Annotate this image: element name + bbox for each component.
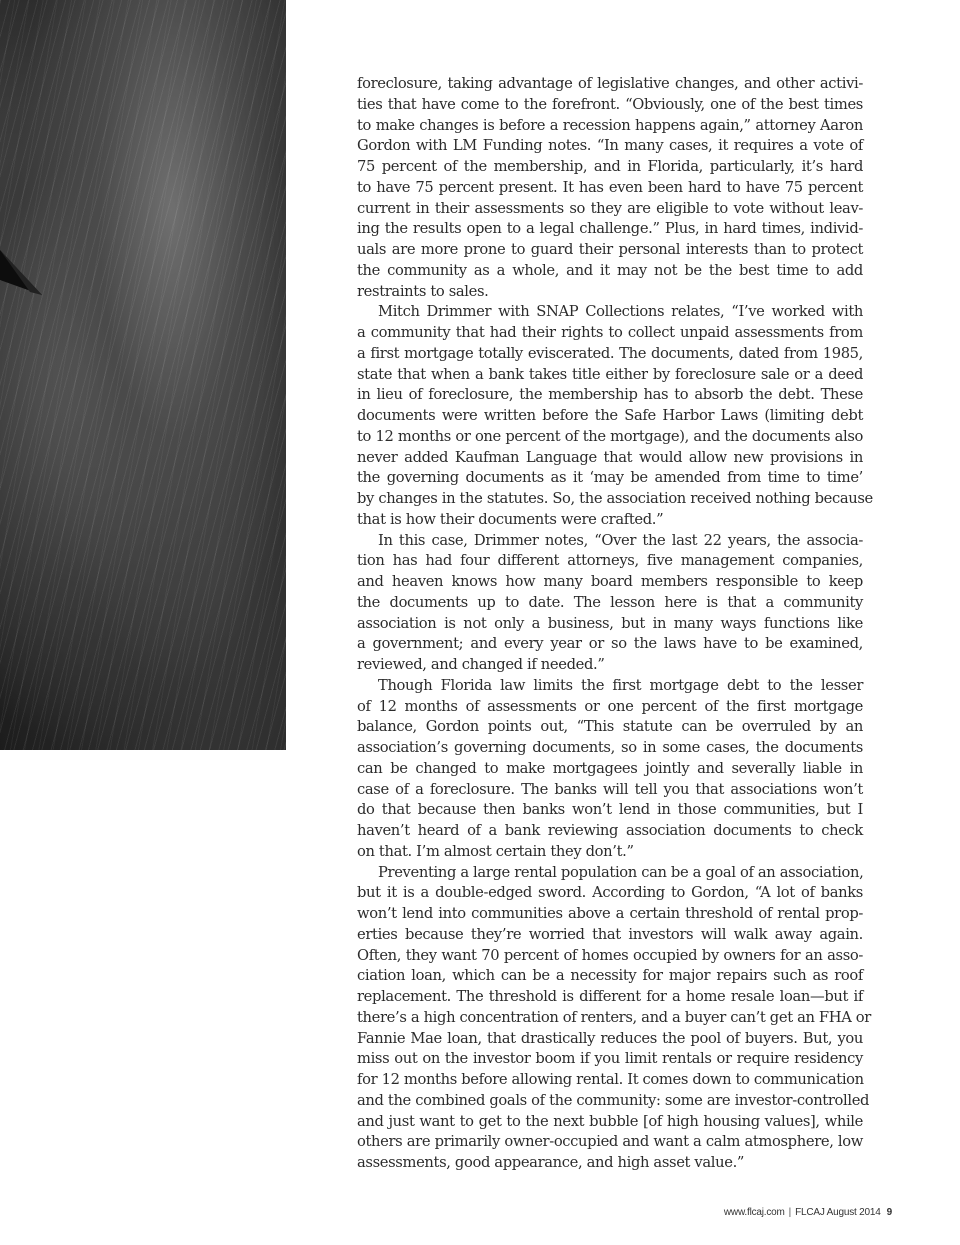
- article-line: restraints to sales.: [357, 282, 489, 300]
- article-line: association’s governing documents, so in some cases, the documents: [357, 739, 863, 756]
- article-line: and heaven knows how many board members responsible to keep: [357, 573, 863, 590]
- article-line: documents were written before the Safe Harbor Laws (limiting debt: [357, 407, 863, 424]
- article-line: for 12 months before allowing rental. It comes down to communication: [357, 1071, 864, 1088]
- article-line: a first mortgage totally eviscerated. The documents, dated from 1985,: [357, 344, 863, 362]
- footer-issue: August 2014: [826, 1207, 881, 1218]
- article-line: miss out on the investor boom if you limit rentals or require residency: [357, 1050, 863, 1068]
- article-line: to have 75 percent present. It has even been hard to have 75 percent: [357, 178, 863, 196]
- article-line: case of a foreclosure. The banks will tell you that associations won’t: [357, 780, 863, 798]
- article-line: Fannie Mae loan, that drastically reduces the pool of buyers. But, you: [357, 1029, 863, 1047]
- article-line: Often, they want 70 percent of homes occupied by owners for an asso-: [357, 946, 863, 964]
- article-line: and just want to get to the next bubble [of high housing values], while: [357, 1112, 863, 1130]
- article-line: balance, Gordon points out, “This statute can be overruled by an: [357, 718, 863, 736]
- article-line: by changes in the statutes. So, the association received nothing because: [357, 490, 873, 507]
- article-line: Preventing a large rental population can be a goal of an association,: [378, 863, 864, 881]
- article-line: Mitch Drimmer with SNAP Collections relates, “I’ve worked with: [378, 303, 863, 321]
- article-line: won’t lend into communities above a certain threshold of rental prop-: [357, 905, 863, 922]
- article-line: the documents up to date. The lesson here is that a community: [357, 593, 863, 611]
- article-line: tion has had four different attorneys, five management companies,: [357, 552, 863, 570]
- article-line: state that when a bank takes title either by foreclosure sale or a deed: [357, 365, 863, 383]
- rain-storm-photo: [0, 0, 286, 750]
- article-line: replacement. The threshold is different for a home resale loan—but if: [357, 988, 863, 1005]
- article-line: assessments, good appearance, and high asset value.”: [357, 1154, 745, 1171]
- article-line: to 12 months or one percent of the mortgage), and the documents also: [357, 427, 863, 445]
- footer-separator: |: [788, 1207, 792, 1218]
- article-line: of 12 months of assessments or one percent of the first mortgage: [357, 697, 863, 715]
- article-line: a government; and every year or so the laws have to be examined,: [357, 635, 863, 653]
- article-body: [357, 74, 873, 1174]
- article-line: the governing documents as it ‘may be amended from time to time’: [357, 469, 863, 487]
- article-line: reviewed, and changed if needed.”: [357, 656, 605, 673]
- article-line: foreclosure, taking advantage of legislative changes, and other activi-: [357, 75, 863, 92]
- article-line: can be changed to make mortgagees jointly and severally liable in: [357, 759, 863, 777]
- article-line: there’s a high concentration of renters, and a buyer can’t get an FHA or: [357, 1008, 871, 1026]
- article-line: to make changes is before a recession happens again,” attorney Aaron: [357, 116, 863, 134]
- article-line: but it is a double-edged sword. According to Gordon, “A lot of banks: [357, 884, 863, 902]
- article-line: that is how their documents were crafted.”: [357, 510, 664, 528]
- article-line: others are primarily owner-occupied and want a calm atmosphere, low: [357, 1133, 863, 1151]
- article-line: uals are more prone to guard their personal interests than to protect: [357, 241, 863, 258]
- page-number: 9: [886, 1207, 892, 1218]
- footer-website: www.flcaj.com: [723, 1207, 785, 1218]
- article-line: on that. I’m almost certain they don’t.”: [357, 842, 634, 860]
- article-line: a community that had their rights to collect unpaid assessments from: [357, 324, 863, 341]
- article-line: current in their assessments so they are eligible to vote without leav-: [357, 199, 863, 217]
- article-line: haven’t heard of a bank reviewing association documents to check: [357, 822, 863, 839]
- article-line: Though Florida law limits the first mortgage debt to the lesser: [378, 676, 863, 694]
- page-footer: [724, 1207, 892, 1218]
- article-line: in lieu of foreclosure, the membership has to absorb the debt. These: [357, 386, 863, 404]
- article-line: never added Kaufman Language that would allow new provisions in: [357, 448, 863, 466]
- article-line: erties because they’re worried that investors will walk away again.: [357, 925, 863, 943]
- article-line: ciation loan, which can be a necessity for major repairs such as roof: [357, 967, 863, 985]
- article-line: the community as a whole, and it may not be the best time to add: [357, 261, 863, 279]
- umbrella-icon: [0, 250, 60, 310]
- article-line: Gordon with LM Funding notes. “In many cases, it requires a vote of: [357, 137, 863, 155]
- article-line: do that because then banks won’t lend in those communities, but I: [357, 801, 863, 819]
- article-line: and the combined goals of the community: some are investor-controlled: [357, 1091, 870, 1109]
- article-line: ing the results open to a legal challenge.” Plus, in hard times, individ-: [357, 220, 863, 238]
- footer-publication: FLCAJ: [795, 1207, 825, 1218]
- rain-streaks: [0, 0, 286, 750]
- article-line: association is not only a business, but in many ways functions like: [357, 614, 863, 632]
- article-line: 75 percent of the membership, and in Florida, particularly, it’s hard: [357, 158, 863, 175]
- article-line: In this case, Drimmer notes, “Over the last 22 years, the associa-: [378, 531, 863, 549]
- article-line: ties that have come to the forefront. “Obviously, one of the best times: [357, 95, 863, 113]
